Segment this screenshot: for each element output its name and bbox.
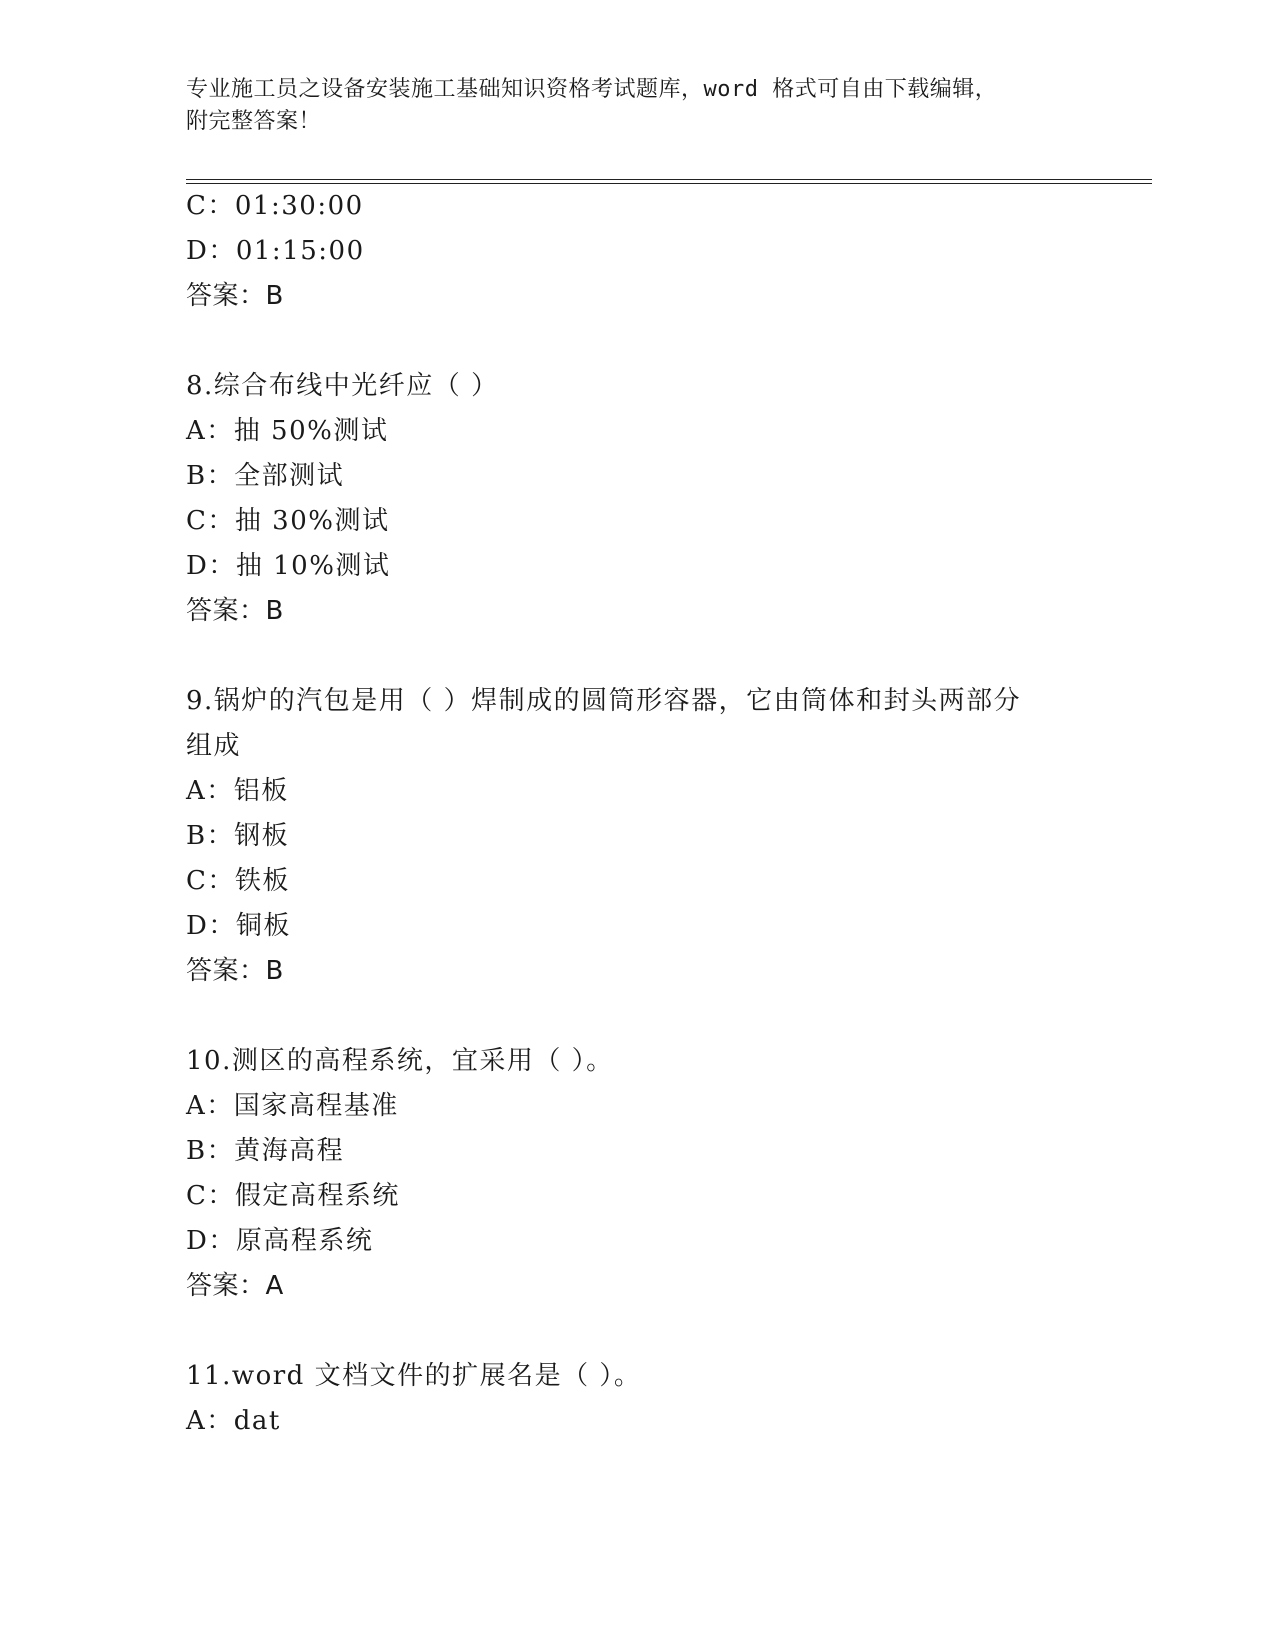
q9-question-line-2: 组成 (186, 731, 242, 761)
q8-question: 8.综合布线中光纤应（ ） (186, 371, 499, 401)
q8-option-a: A：抽 50%测试 (186, 416, 389, 446)
q10-option-d: D：原高程系统 (186, 1226, 374, 1256)
q9-option-c: C：铁板 (186, 866, 290, 896)
q8-option-c: C：抽 30%测试 (186, 506, 390, 536)
document-header (186, 74, 1086, 138)
q10-option-c: C：假定高程系统 (186, 1181, 400, 1211)
header-line-2: 附完整答案！ (186, 109, 322, 134)
q11-question: 11.word 文档文件的扩展名是（ ）。 (186, 1361, 642, 1391)
q7-answer: 答案：B (186, 281, 284, 311)
q9-answer: 答案：B (186, 956, 284, 986)
q8-answer: 答案：B (186, 596, 284, 626)
q9-option-d: D：铜板 (186, 911, 291, 941)
q9-question-line-1: 9.锅炉的汽包是用（ ）焊制成的圆筒形容器，它由筒体和封头两部分 (186, 686, 1022, 716)
q10-option-b: B：黄海高程 (186, 1136, 345, 1166)
header-divider-top (186, 179, 1152, 180)
q9-option-a: A：铝板 (186, 776, 289, 806)
q7-option-d: D：01:15:00 (186, 236, 365, 266)
q10-option-a: A：国家高程基准 (186, 1091, 399, 1121)
header-divider-bottom (186, 183, 1152, 184)
q8-option-b: B：全部测试 (186, 461, 345, 491)
q7-option-c: C：01:30:00 (186, 191, 364, 221)
q8-option-d: D：抽 10%测试 (186, 551, 391, 581)
q10-answer: 答案：A (186, 1271, 284, 1301)
q10-question: 10.测区的高程系统，宜采用（ ）。 (186, 1046, 614, 1076)
q11-option-a: A：dat (186, 1406, 281, 1436)
q9-option-b: B：钢板 (186, 821, 290, 851)
header-line-1: 专业施工员之设备安装施工基础知识资格考试题库，word 格式可自由下载编辑， (186, 77, 998, 102)
